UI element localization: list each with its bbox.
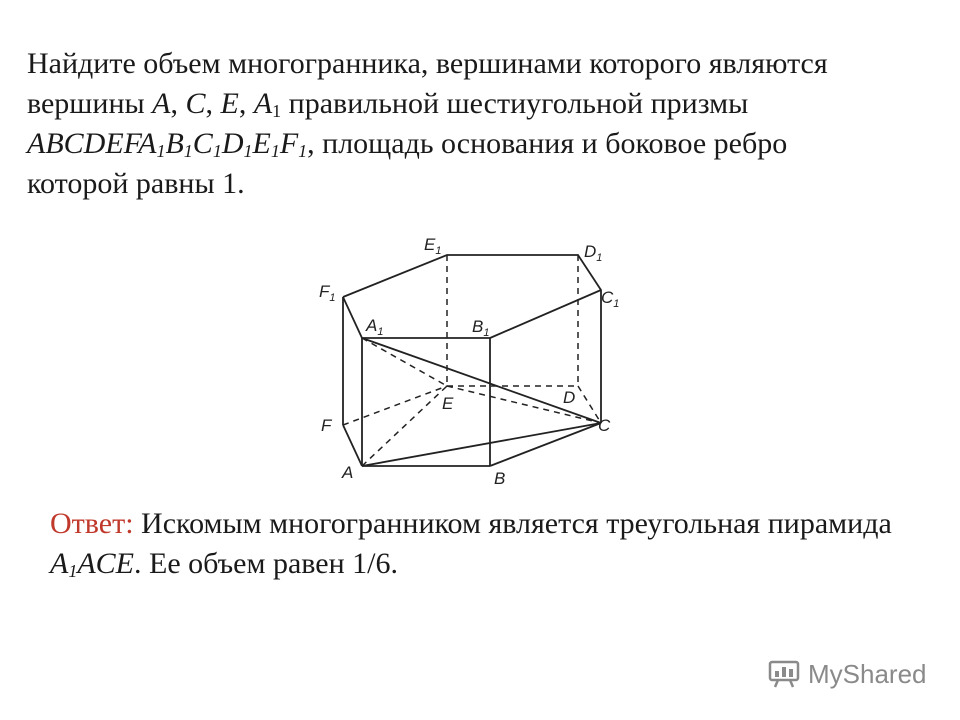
subscript: 1: [212, 141, 222, 161]
subscript: 1: [272, 101, 282, 121]
answer-line-2: [50, 544, 950, 584]
problem-line-3-end: , площадь основания и боковое ребро: [307, 127, 788, 160]
problem-line-4-text: которой равны 1.: [27, 167, 245, 200]
label-e: E: [442, 394, 454, 413]
prism-letter: D: [221, 127, 244, 160]
pyramid-name: [50, 547, 134, 580]
problem-line-3: [27, 124, 935, 164]
vertex-a1: A: [253, 87, 273, 120]
vertex-e: E: [220, 87, 239, 120]
label-a: A: [342, 463, 354, 482]
problem-line-2-start: вершины: [27, 87, 153, 120]
vertex-c: C: [185, 87, 206, 120]
label-b1: $B_1$: [472, 317, 490, 339]
presentation-board-icon: [768, 659, 802, 689]
label-c: C: [598, 416, 611, 435]
label-d: D: [563, 388, 576, 407]
hidden-edges: [343, 255, 601, 466]
problem-text: [27, 44, 935, 204]
edge-e-c: [447, 386, 601, 423]
prism-letter: E: [105, 127, 124, 160]
comma: ,: [170, 87, 178, 120]
problem-line-1-text: Найдите объем многогранника, вершинами которого являются: [27, 47, 828, 80]
label-f: F: [321, 416, 332, 435]
subscript: 1: [156, 141, 166, 161]
prism-figure: [300, 225, 640, 495]
prism-letter: F: [123, 127, 139, 160]
problem-line-4: [27, 164, 935, 204]
pyramid-rest: ACE: [77, 547, 134, 580]
edge-a-e: [362, 386, 447, 466]
edge-a-c: [362, 423, 601, 466]
answer-text: [50, 504, 950, 584]
subscript: 1: [183, 141, 193, 161]
vertex-a: A: [152, 87, 171, 120]
vertex-labels: [319, 235, 619, 488]
prism-name: [27, 127, 307, 160]
prism-diagram: [300, 225, 640, 490]
prism-letter: C: [63, 127, 84, 160]
edge-a1-e: [362, 338, 447, 386]
label-b: B: [494, 469, 506, 488]
edge-b-c: [490, 423, 601, 466]
comma: ,: [205, 87, 214, 120]
prism-letter: C: [192, 127, 213, 160]
prism-letter: E: [252, 127, 271, 160]
answer-line-1: [50, 504, 950, 544]
myshared-logo: [768, 654, 927, 694]
edge-f1-a1: [343, 297, 362, 338]
comma: ,: [238, 87, 247, 120]
subscript: 1: [243, 141, 253, 161]
subscript: 1: [298, 141, 308, 161]
label-f1: $F_1$: [319, 282, 336, 304]
prism-letter: B: [165, 127, 184, 160]
edge-f-e: [343, 386, 447, 425]
problem-line-2-end: правильной шестиугольной призмы: [281, 87, 749, 120]
solid-edges: [343, 255, 601, 466]
answer-label: Ответ:: [50, 507, 134, 540]
label-e1: $E_1$: [424, 235, 442, 257]
answer-line-1-text: Искомым многогранником является треугольная пирамида: [133, 507, 892, 540]
answer-line-2-text: . Ее объем равен 1/6.: [134, 547, 398, 580]
edge-a1-c: [362, 338, 601, 423]
prism-letter: D: [83, 127, 106, 160]
prism-letter: F: [279, 127, 299, 160]
pyramid-a: A: [50, 547, 69, 580]
edge-b1-c1: [490, 290, 601, 338]
edge-f-a: [343, 425, 362, 466]
label-a1: $A_1$: [366, 316, 384, 338]
prism-letter: A: [27, 127, 46, 160]
subscript: 1: [270, 141, 280, 161]
prism-letter: A: [138, 127, 157, 160]
prism-letter: B: [45, 127, 64, 160]
label-c1: $C_1$: [601, 288, 620, 310]
logo-text: MyShared: [808, 658, 927, 689]
problem-line-2: [27, 84, 935, 124]
problem-line-1: [27, 44, 935, 84]
label-d1: $D_1$: [584, 242, 603, 264]
subscript: 1: [68, 561, 78, 581]
